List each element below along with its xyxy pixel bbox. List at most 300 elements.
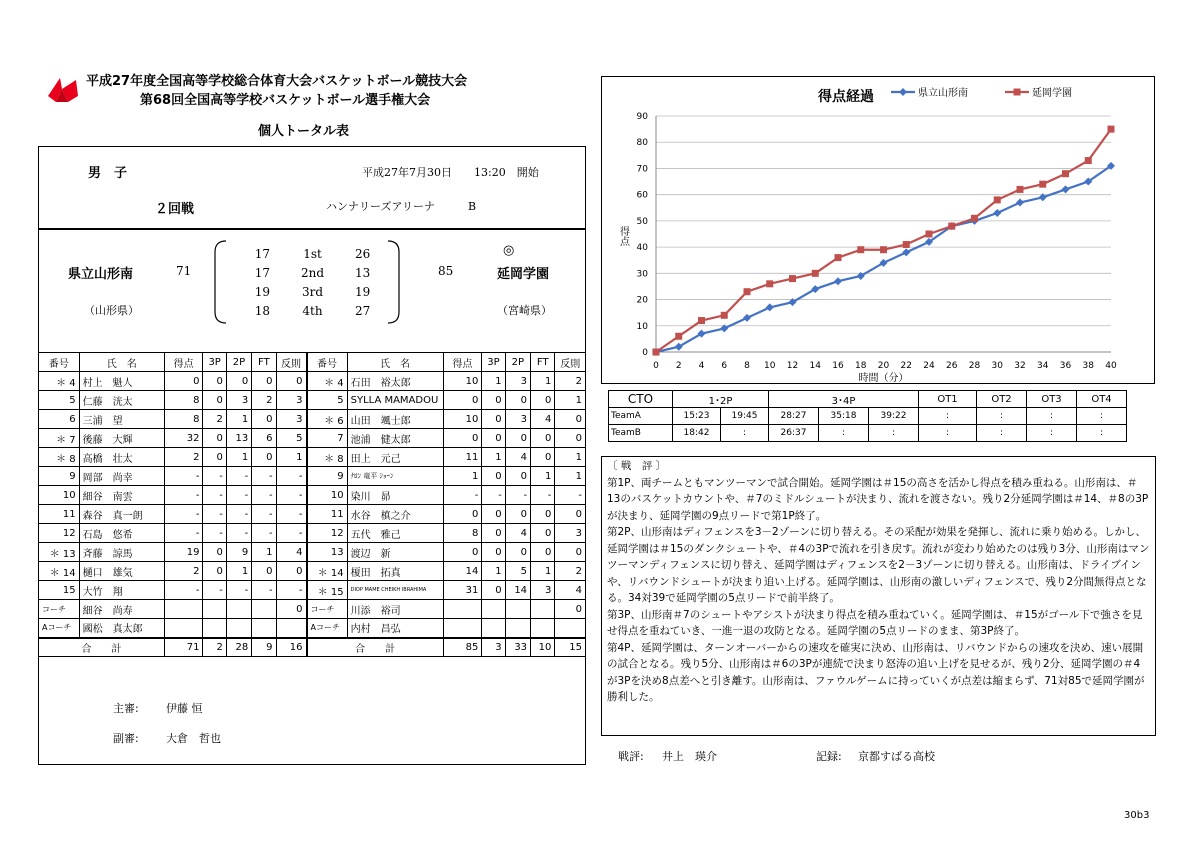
stat-f: 1 <box>555 448 586 467</box>
player-name: 斉藤 諒馬 <box>79 543 164 562</box>
stat-p2 <box>505 600 530 619</box>
data-point <box>812 270 819 277</box>
legend-label: 延岡学園 <box>1032 88 1072 99</box>
stat-f: 0 <box>276 600 306 619</box>
stat-f: 4 <box>276 543 306 562</box>
stat-p3: 0 <box>482 467 505 486</box>
stat-p3: 0 <box>203 543 226 562</box>
y-tick-label: 90 <box>636 112 648 122</box>
stat-p2: - <box>505 486 530 505</box>
player-name: DIOP MAME CHEIKH IBRAHIMA <box>347 581 443 600</box>
stat-p2: 5 <box>505 562 530 581</box>
umpire: 大倉 哲也 <box>166 732 221 745</box>
period-score-a: 18 <box>254 304 270 318</box>
data-point <box>835 254 842 261</box>
header-no: 番号 <box>39 353 80 372</box>
player-name: ﾅﾛﾝ 竜平 ｼｮｰﾝ <box>347 467 443 486</box>
total-pts: 85 <box>443 638 482 657</box>
stat-f: 1 <box>276 448 306 467</box>
table-row <box>39 524 586 543</box>
stat-p2: 3 <box>226 391 251 410</box>
cto-header: OT3 <box>1027 391 1077 408</box>
player-number: ＊ 6 <box>307 410 348 429</box>
stat-p2: 4 <box>505 524 530 543</box>
stat-ft: 0 <box>531 505 555 524</box>
stat-f: 0 <box>555 410 586 429</box>
player-name: 石田 裕太郎 <box>347 372 443 391</box>
stat-f: 3 <box>276 391 306 410</box>
data-point <box>653 349 660 356</box>
total-p2: 28 <box>226 638 251 657</box>
data-point <box>880 246 887 253</box>
stat-f: 0 <box>555 429 586 448</box>
player-number: 10 <box>307 486 348 505</box>
stat-p3: - <box>203 486 226 505</box>
stat-p2: 3 <box>505 410 530 429</box>
player-name: 田上 元己 <box>347 448 443 467</box>
x-tick-label: 18 <box>855 361 867 371</box>
stat-f: 0 <box>555 505 586 524</box>
player-name: 樋口 雄気 <box>79 562 164 581</box>
table-row <box>39 429 586 448</box>
cto-time: : <box>721 425 769 442</box>
cto-time: 28:27 <box>769 408 819 425</box>
data-point <box>1039 181 1046 188</box>
legend-marker <box>899 88 907 96</box>
player-number: 11 <box>39 505 80 524</box>
cto-time: 35:18 <box>819 408 869 425</box>
stat-pts <box>443 619 482 638</box>
stat-pts: 2 <box>164 448 203 467</box>
y-tick-label: 70 <box>636 164 648 175</box>
player-number: 15 <box>39 581 80 600</box>
stat-p2: - <box>226 467 251 486</box>
cto-header: 3･4P <box>769 391 919 408</box>
page-code: 30b3 <box>1124 810 1150 821</box>
x-tick-label: 2 <box>675 361 682 371</box>
x-tick-label: 30 <box>991 361 1003 371</box>
stat-p2: - <box>226 486 251 505</box>
box-score-table <box>38 352 586 657</box>
player-name: 後藤 大輝 <box>79 429 164 448</box>
stat-f: 4 <box>555 581 586 600</box>
recorder-label: 記録: <box>816 750 842 763</box>
cto-time: : <box>1027 408 1077 425</box>
stat-pts: 8 <box>443 524 482 543</box>
stat-f: 0 <box>276 562 306 581</box>
period-score-b: 27 <box>355 304 371 318</box>
player-number: 10 <box>39 486 80 505</box>
stat-ft: 1 <box>531 467 555 486</box>
stat-pts: 0 <box>443 391 482 410</box>
cto-header: OT1 <box>919 391 977 408</box>
table-row <box>39 562 586 581</box>
stat-p3: 0 <box>203 448 226 467</box>
period-score-a: 17 <box>254 266 270 280</box>
stat-p3: 0 <box>203 429 226 448</box>
stat-p3: - <box>482 486 505 505</box>
player-number: 13 <box>307 543 348 562</box>
stat-p3: 1 <box>482 562 505 581</box>
y-tick-label: 40 <box>636 243 648 254</box>
stat-ft: 0 <box>531 429 555 448</box>
data-point <box>971 215 978 222</box>
player-name: 榎田 拓真 <box>347 562 443 581</box>
stat-ft: 1 <box>252 543 276 562</box>
stat-pts: 1 <box>443 467 482 486</box>
x-tick-label: 38 <box>1082 361 1094 371</box>
total-ft: 10 <box>531 638 555 657</box>
table-row <box>39 505 586 524</box>
game-review <box>601 456 1156 736</box>
total-f: 15 <box>555 638 586 657</box>
score-progress-chart <box>601 76 1155 384</box>
stat-f <box>276 619 306 638</box>
player-name: 石島 悠希 <box>79 524 164 543</box>
stat-p3: - <box>203 505 226 524</box>
stat-pts: - <box>164 505 203 524</box>
period-scores <box>250 245 375 321</box>
stat-ft: 3 <box>531 581 555 600</box>
review-paragraph: 第2P、山形南はディフェンスを3－2ゾーンに切り替える。その采配が効果を発揮し、流れに乗り始める。しかし、延岡学園は＃15のダンクシュートや、＃4の3Pで流れを引き戻す。流れが変わり始めたのは残り3分、山形南はマンツーマンディフェンスに切り替え、延岡学園はディフェンスを2－3ゾーンに切り替える。山形南は、ドライブインや、リバウンドシュートが決まり追い上げる。延岡学園は、山形南の激しいディフェンスで、残り2分間無得点となる。34対39で延岡学園の5点リードで前半終了。 <box>607 526 1150 604</box>
review-paragraph: 第4P、延岡学園は、ターンオーバーからの速攻を確実に決め、山形南は、リバウンドからの速攻を決め、速い展開の試合となる。残り5分、山形南は＃6の3Pが連続で決まり怒涛の追い上げを見せるが、残り2分、延岡学園の＃4が3Pを決め8点差へと引き離す。山形南は、ファウルゲームに持っていくが点差は縮まらず、71対85で延岡学園が勝利した。 <box>607 641 1145 703</box>
player-number: ＊ 4 <box>39 372 80 391</box>
data-point <box>1062 185 1070 193</box>
cto-time: 15:23 <box>673 408 721 425</box>
x-tick-label: 34 <box>1037 361 1049 371</box>
player-name: 大竹 翔 <box>79 581 164 600</box>
data-point <box>1016 199 1024 207</box>
stat-p3: - <box>203 524 226 543</box>
legend-marker <box>1014 89 1021 96</box>
team-b-score: 85 <box>438 264 454 278</box>
stat-p3: 0 <box>482 391 505 410</box>
stat-pts: 8 <box>164 410 203 429</box>
player-name: 國松 真太郎 <box>79 619 164 638</box>
player-number: 5 <box>307 391 348 410</box>
stat-p3: 2 <box>203 410 226 429</box>
stat-pts: 0 <box>443 429 482 448</box>
stat-pts: 8 <box>164 391 203 410</box>
stat-ft <box>252 600 276 619</box>
y-tick-label: 60 <box>636 190 648 201</box>
cto-header: CTO <box>609 391 673 408</box>
period-row <box>250 302 375 321</box>
review-paragraph: 第1P、両チームともマンツーマンで試合開始。延岡学園は＃15の高さを活かし得点を積み重ねる。山形南は、＃13のバスケットカウントや、＃7のミドルシュートが決まり、流れを渡さない。残り2分延岡学園は＃14、＃8の3Pが決まり、延岡学園の9点リードで第1P終了。 <box>607 476 1149 522</box>
stat-f: 2 <box>555 562 586 581</box>
data-point <box>675 333 682 340</box>
x-tick-label: 40 <box>1105 361 1117 371</box>
stat-f: - <box>276 505 306 524</box>
stat-pts <box>443 600 482 619</box>
player-number: 5 <box>39 391 80 410</box>
player-number: ＊ 7 <box>39 429 80 448</box>
cto-time: : <box>977 408 1027 425</box>
cto-header: OT4 <box>1077 391 1127 408</box>
table-row <box>39 486 586 505</box>
cto-header-row <box>609 391 1127 408</box>
stat-p2: 1 <box>226 448 251 467</box>
x-tick-label: 14 <box>809 361 821 371</box>
tournament-title: 平成27年度全国高等学校総合体育大会バスケットボール競技大会 <box>86 74 468 89</box>
data-point <box>743 314 751 322</box>
x-tick-label: 26 <box>946 361 958 371</box>
cto-time: : <box>919 425 977 442</box>
box-header-row <box>39 353 586 372</box>
table-row <box>39 467 586 486</box>
stat-p2: 0 <box>505 467 530 486</box>
stat-pts <box>164 619 203 638</box>
legend-label: 県立山形南 <box>918 88 968 99</box>
stat-p3: 1 <box>482 372 505 391</box>
writer-label: 戦評: <box>618 750 644 763</box>
chart-title: 得点経過 <box>818 89 874 105</box>
table-row <box>39 581 586 600</box>
x-tick-label: 24 <box>923 361 935 371</box>
round-label: ２回戦 <box>155 202 195 217</box>
stat-f: 2 <box>555 372 586 391</box>
stat-p2 <box>226 600 251 619</box>
period-label: 4th <box>302 304 323 318</box>
cto-team: TeamA <box>609 408 673 425</box>
x-tick-label: 32 <box>1014 361 1026 371</box>
stat-ft: - <box>252 467 276 486</box>
header-pts: 得点 <box>443 353 482 372</box>
cto-team: TeamB <box>609 425 673 442</box>
stat-pts: - <box>443 486 482 505</box>
team-a-name: 県立山形南 <box>68 267 134 282</box>
cto-time: : <box>1077 408 1127 425</box>
player-name: 村上 魁人 <box>79 372 164 391</box>
stat-f: 0 <box>276 372 306 391</box>
tournament-logo <box>46 74 80 104</box>
stat-p2: 1 <box>226 410 251 429</box>
stat-ft: - <box>252 581 276 600</box>
stat-p2: 0 <box>505 391 530 410</box>
stat-f: 3 <box>555 524 586 543</box>
stat-p2: 9 <box>226 543 251 562</box>
y-tick-label: 10 <box>636 321 648 332</box>
header-name: 氏 名 <box>79 353 164 372</box>
stat-p2: - <box>226 505 251 524</box>
table-row <box>39 619 586 638</box>
totals-label: 合 計 <box>307 638 444 657</box>
header-no: 番号 <box>307 353 348 372</box>
data-point <box>993 209 1001 217</box>
period-row <box>250 283 375 302</box>
x-tick-label: 10 <box>764 361 776 371</box>
page-title: 個人トータル表 <box>258 124 350 139</box>
header-p2: 2P <box>226 353 251 372</box>
y-tick-label: 50 <box>636 216 648 227</box>
stat-p2: 1 <box>226 562 251 581</box>
player-name: 細谷 尚寿 <box>79 600 164 619</box>
player-number: ＊ 15 <box>307 581 348 600</box>
data-point <box>902 248 910 256</box>
player-number: コーチ <box>307 600 348 619</box>
header-p3: 3P <box>482 353 505 372</box>
stat-f: 0 <box>555 543 586 562</box>
stat-f: - <box>555 486 586 505</box>
data-point <box>1085 157 1092 164</box>
total-p3: 3 <box>482 638 505 657</box>
stat-p2 <box>226 619 251 638</box>
x-tick-label: 4 <box>698 361 705 371</box>
stat-p2: 0 <box>505 543 530 562</box>
total-pts: 71 <box>164 638 203 657</box>
stat-ft: 1 <box>531 372 555 391</box>
x-tick-label: 6 <box>721 361 728 371</box>
player-number: 7 <box>307 429 348 448</box>
header-p2: 2P <box>505 353 530 372</box>
stat-ft <box>531 600 555 619</box>
venue-label: ハンナリーズアリーナ B <box>326 200 477 213</box>
stat-p3: 0 <box>482 505 505 524</box>
player-name: 仁藤 洸太 <box>79 391 164 410</box>
period-score-a: 19 <box>254 285 270 299</box>
data-point <box>789 275 796 282</box>
period-row <box>250 264 375 283</box>
stat-pts: 10 <box>443 372 482 391</box>
team-b-name: 延岡学園 <box>497 267 550 282</box>
player-number: 12 <box>307 524 348 543</box>
data-point <box>994 196 1001 203</box>
stat-p3 <box>203 600 226 619</box>
table-row <box>39 543 586 562</box>
player-name: 高橋 壮太 <box>79 448 164 467</box>
y-tick-label: 0 <box>642 348 648 358</box>
game-datetime: 平成27年7月30日 13:20 開始 <box>362 166 539 179</box>
x-tick-label: 0 <box>653 361 659 371</box>
stat-p2: 13 <box>226 429 251 448</box>
stat-ft: 0 <box>531 391 555 410</box>
player-name: 内村 昌弘 <box>347 619 443 638</box>
cto-time: 26:37 <box>769 425 819 442</box>
cto-row <box>609 425 1127 442</box>
period-label: 1st <box>303 247 322 261</box>
stat-pts: - <box>164 581 203 600</box>
team-b-pref: （宮崎県） <box>497 304 552 317</box>
player-number: ＊ 8 <box>307 448 348 467</box>
period-score-b: 13 <box>355 266 371 280</box>
stat-p3: 0 <box>203 391 226 410</box>
stat-p3 <box>482 619 505 638</box>
totals-row <box>39 638 586 657</box>
stat-p2: 3 <box>505 372 530 391</box>
player-number: ＊ 14 <box>39 562 80 581</box>
player-number: 9 <box>39 467 80 486</box>
stat-p3: 1 <box>482 448 505 467</box>
header-name: 氏 名 <box>347 353 443 372</box>
stat-p3: 0 <box>482 543 505 562</box>
x-tick-label: 12 <box>786 361 799 371</box>
player-name: 渡辺 新 <box>347 543 443 562</box>
stat-p2: 14 <box>505 581 530 600</box>
stat-p2: 0 <box>505 429 530 448</box>
stat-p3: 0 <box>482 581 505 600</box>
stat-pts: 0 <box>443 543 482 562</box>
player-name: 川添 裕司 <box>347 600 443 619</box>
stat-ft: - <box>252 486 276 505</box>
data-point <box>1062 170 1069 177</box>
player-number: ＊ 14 <box>307 562 348 581</box>
stat-ft: - <box>252 524 276 543</box>
data-point <box>721 312 728 319</box>
stat-ft: 6 <box>252 429 276 448</box>
cto-row <box>609 408 1127 425</box>
stat-p2: - <box>226 581 251 600</box>
header-p3: 3P <box>203 353 226 372</box>
stat-p2: 0 <box>226 372 251 391</box>
cto-time: : <box>1027 425 1077 442</box>
data-point <box>926 231 933 238</box>
player-number: 6 <box>39 410 80 429</box>
review-writer: 井上 瑛介 <box>662 750 717 763</box>
stat-f: 3 <box>276 410 306 429</box>
chief-referee-label: 主審: <box>113 702 139 715</box>
stat-pts: 2 <box>164 562 203 581</box>
header-ft: FT <box>252 353 276 372</box>
period-row <box>250 245 375 264</box>
stat-pts: 31 <box>443 581 482 600</box>
cto-header: 1･2P <box>673 391 769 408</box>
totals-label: 合 計 <box>39 638 165 657</box>
player-number: ＊ 4 <box>307 372 348 391</box>
cto-time: 39:22 <box>869 408 919 425</box>
data-point <box>834 277 842 285</box>
stat-pts: - <box>164 467 203 486</box>
stat-pts: - <box>164 524 203 543</box>
recorder: 京都すばる高校 <box>858 750 935 763</box>
chief-referee: 伊藤 恒 <box>166 702 203 715</box>
y-tick-label: 30 <box>636 269 648 280</box>
umpire-label: 副審: <box>113 732 139 745</box>
cto-time: : <box>819 425 869 442</box>
team-a-pref: （山形県） <box>84 304 139 317</box>
data-point <box>1017 186 1024 193</box>
header-pts: 得点 <box>164 353 203 372</box>
stat-ft: 0 <box>252 562 276 581</box>
data-point <box>766 280 773 287</box>
table-row <box>39 448 586 467</box>
stat-p3: - <box>203 581 226 600</box>
stat-pts <box>164 600 203 619</box>
stat-f: 5 <box>276 429 306 448</box>
stat-pts: 32 <box>164 429 203 448</box>
stat-f: 0 <box>555 600 586 619</box>
stat-p3: 0 <box>482 429 505 448</box>
table-row <box>39 600 586 619</box>
period-label: 2nd <box>300 266 325 280</box>
stat-ft: 0 <box>252 372 276 391</box>
stat-f: 1 <box>555 467 586 486</box>
stat-f <box>555 619 586 638</box>
x-tick-label: 8 <box>744 361 750 371</box>
stat-ft: 2 <box>252 391 276 410</box>
data-point <box>948 223 955 230</box>
divider <box>38 228 586 230</box>
stat-p2 <box>505 619 530 638</box>
data-point <box>766 303 774 311</box>
stat-pts: 11 <box>443 448 482 467</box>
table-row <box>39 410 586 429</box>
data-point <box>744 288 751 295</box>
player-number: 12 <box>39 524 80 543</box>
cto-time: : <box>919 408 977 425</box>
player-number: Aコーチ <box>39 619 80 638</box>
stat-ft: 0 <box>252 448 276 467</box>
stat-pts: 19 <box>164 543 203 562</box>
